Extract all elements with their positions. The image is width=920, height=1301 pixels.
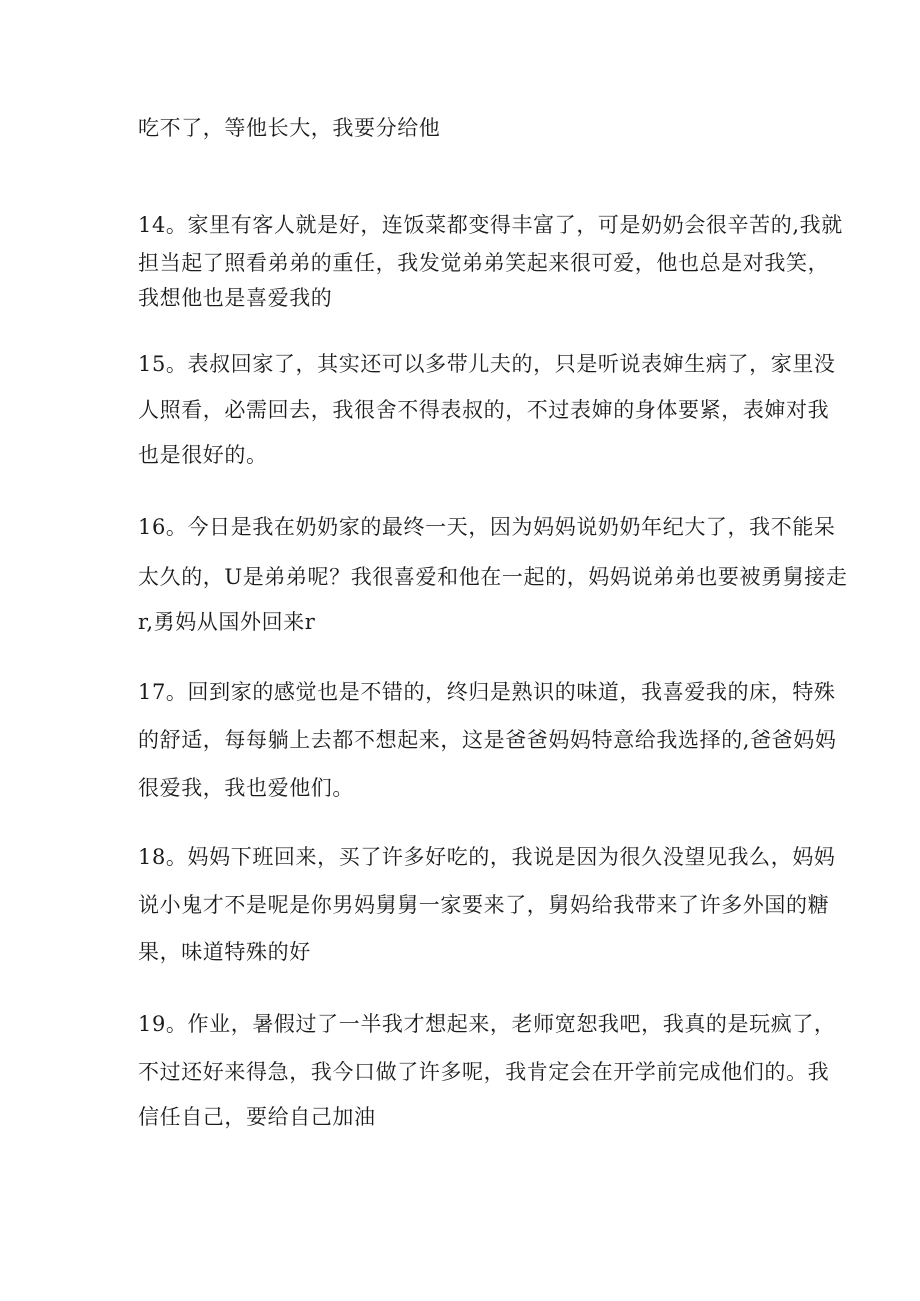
paragraph-19-line-1: 不过还好来得急，我今口做了许多呢，我肯定会在开学前完成他们的。我: [138, 1060, 830, 1084]
paragraph-15-line-2: 也是很好的。: [138, 443, 268, 467]
paragraph-18-line-1: 说小鬼才不是呢是你男妈舅舅一家要来了，舅妈给我带来了许多外国的糖: [138, 893, 830, 917]
paragraph-16-line-0: 16。今日是我在奶奶家的最终一天，因为妈妈说奶奶年纪大了，我不能呆: [138, 515, 836, 539]
paragraph-17-line-2: 很爱我，我也爱他们。: [138, 776, 354, 800]
paragraph-18-line-2: 果，味道特殊的好: [138, 940, 311, 964]
paragraph-17-line-0: 17。回到家的感觉也是不错的，终归是熟识的味道，我喜爱我的床，特殊: [138, 680, 836, 704]
paragraph-19-line-2: 信任自己，要给自己加油: [138, 1105, 376, 1129]
paragraph-15-line-1: 人照看，必需回去，我很舍不得表叔的，不过表婶的身体要紧，表婶对我: [138, 398, 830, 422]
paragraph-0-line-0: 吃不了，等他长大，我要分给他: [138, 116, 441, 140]
paragraph-14-line-0: 14。家里有客人就是好，连饭菜都变得丰富了，可是奶奶会很辛苦的,我就: [138, 213, 843, 237]
paragraph-16-line-1: 太久的，U是弟弟呢？我很喜爱和他在一起的，妈妈说弟弟也要被勇舅接走: [138, 565, 848, 589]
paragraph-19-line-0: 19。作业，暑假过了一半我才想起来，老师宽恕我吧，我真的是玩疯了，: [138, 1012, 836, 1036]
paragraph-14-line-1: 担当起了照看弟弟的重任，我发觉弟弟笑起来很可爱，他也总是对我笑，: [138, 251, 830, 275]
paragraph-15-line-0: 15。表叔回家了，其实还可以多带儿夫的，只是听说表婶生病了，家里没: [138, 352, 836, 376]
paragraph-14-line-2: 我想他也是喜爱我的: [138, 286, 333, 310]
paragraph-17-line-1: 的舒适，每每躺上去都不想起来，这是爸爸妈妈特意给我选择的,爸爸妈妈: [138, 728, 837, 752]
paragraph-16-line-2: r,勇妈从国外回来r: [138, 610, 316, 634]
paragraph-18-line-0: 18。妈妈下班回来，买了许多好吃的，我说是因为很久没望见我么，妈妈: [138, 845, 836, 869]
